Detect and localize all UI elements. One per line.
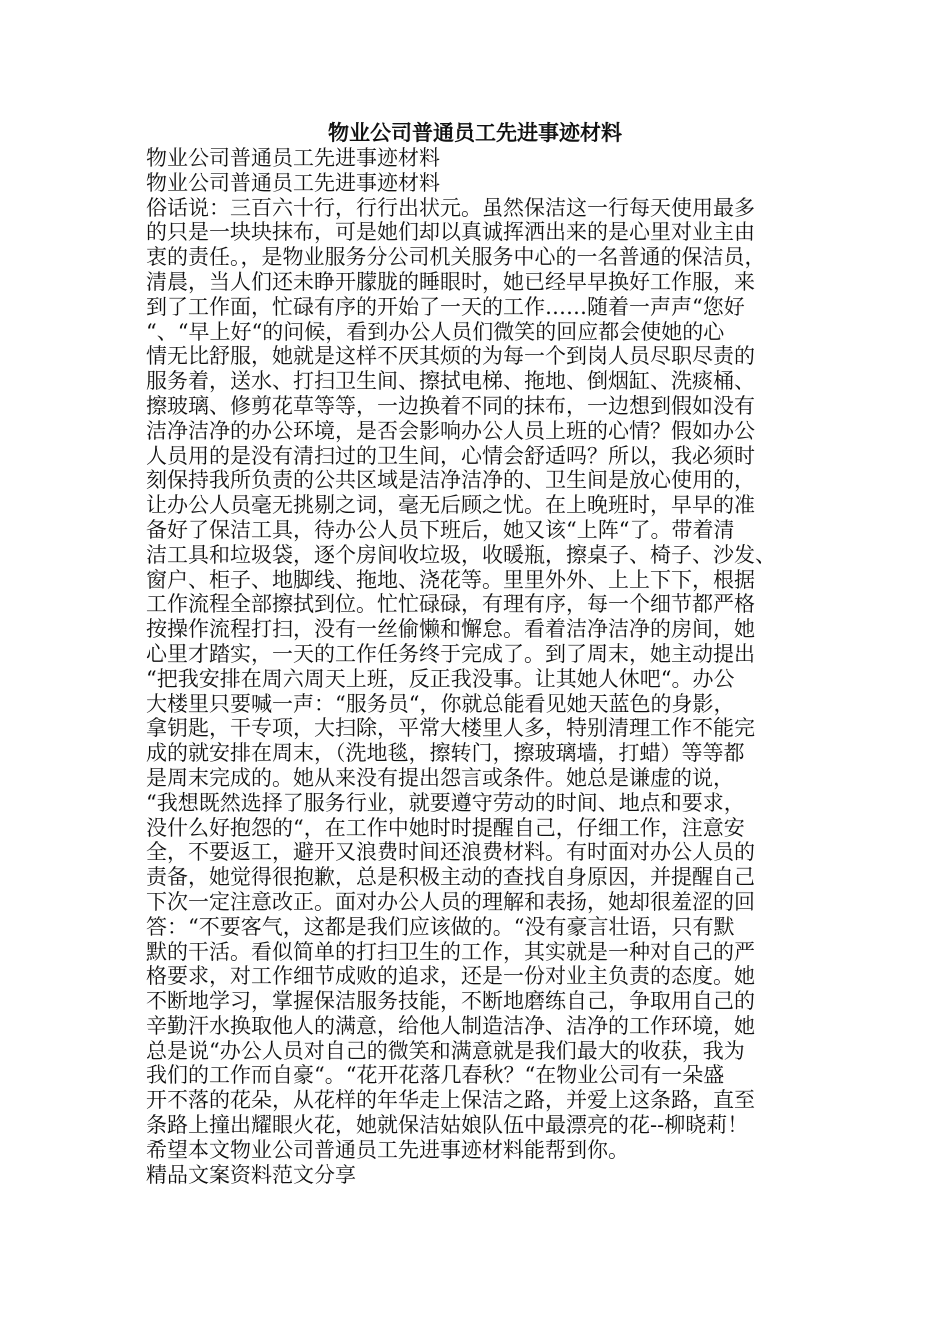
text-line: “、“早上好“的问候，看到办公人员们微笑的回应都会使她的心 [146, 319, 725, 344]
text-line: 按操作流程打扫，没有一丝偷懒和懈怠。看着洁净洁净的房间，她 [146, 617, 755, 642]
text-line: 俗话说：三百六十行，行行出状元。虽然保洁这一行每天使用最多 [146, 195, 755, 220]
document-body [146, 146, 806, 1187]
text-line: 到了工作面，忙碌有序的开始了一天的工作……随着一声声“您好 [146, 294, 745, 319]
text-line: 全，不要返工，避开又浪费时间还浪费材料。有时面对办公人员的 [146, 840, 755, 865]
text-line: 格要求，对工作细节成败的追求，还是一份对业主负责的态度。她 [146, 964, 755, 989]
text-line: 物业公司普通员工先进事迹材料 [146, 170, 440, 195]
text-line: 开不落的花朵，从花样的年华走上保洁之路，并爱上这条路，直至 [146, 1088, 755, 1113]
text-line: 情无比舒服，她就是这样不厌其烦的为每一个到岗人员尽职尽责的 [146, 344, 755, 369]
text-line: 拿钥匙，干专项，大扫除，平常大楼里人多，特别清理工作不能完 [146, 716, 755, 741]
text-line: 默的干活。看似简单的打扫卫生的工作，其实就是一种对自己的严 [146, 939, 755, 964]
text-line: 总是说“办公人员对自己的微笑和满意就是我们最大的收获，我为 [146, 1038, 745, 1063]
text-line: 下次一定注意改正。面对办公人员的理解和表扬，她却很羞涩的回 [146, 889, 755, 914]
text-line: 心里才踏实，一天的工作任务终于完成了。到了周末，她主动提出 [146, 641, 755, 666]
text-line: 没什么好抱怨的“，在工作中她时时提醒自己，仔细工作，注意安 [146, 815, 745, 840]
text-line: 人员用的是没有清扫过的卫生间，心情会舒适吗？所以，我必须时 [146, 443, 755, 468]
text-line: 衷的责任。，是物业服务分公司机关服务中心的一名普通的保洁员， [146, 245, 766, 270]
text-line: 擦玻璃、修剪花草等等，一边换着不同的抹布，一边想到假如没有 [146, 393, 755, 418]
text-line: 不断地学习，掌握保洁服务技能，不断地磨练自己，争取用自己的 [146, 989, 755, 1014]
text-line: 成的就安排在周末，（洗地毯，擦转门，擦玻璃墙，打蜡）等等都 [146, 741, 745, 766]
text-line: 条路上撞出耀眼火花，她就保洁姑娘队伍中最漂亮的花--柳晓莉！ [146, 1113, 749, 1138]
document-title: 物业公司普通员工先进事迹材料 [328, 120, 622, 145]
text-line: 刻保持我所负责的公共区域是洁净洁净的、卫生间是放心使用的， [146, 468, 755, 493]
text-line: 是周末完成的。她从来没有提出怨言或条件。她总是谦虚的说， [146, 765, 734, 790]
text-line: “把我安排在周六周天上班，反正我没事。让其她人休吧“。办公 [146, 666, 735, 691]
text-line: 我们的工作而自豪“。“花开花落几春秋？“在物业公司有一朵盛 [146, 1063, 725, 1088]
text-line: 洁净洁净的办公环境，是否会影响办公人员上班的心情？假如办公 [146, 418, 755, 443]
text-line: 清晨，当人们还未睁开朦胧的睡眼时，她已经早早换好工作服，来 [146, 269, 755, 294]
text-line: 服务着，送水、打扫卫生间、擦拭电梯、拖地、倒烟缸、洗痰桶、 [146, 369, 755, 394]
text-line: 精品文案资料范文分享 [146, 1162, 356, 1187]
text-line: 责备，她觉得很抱歉，总是积极主动的查找自身原因，并提醒自己 [146, 865, 755, 890]
text-line: 让办公人员毫无挑剔之词，毫无后顾之忧。在上晚班时，早早的准 [146, 493, 755, 518]
text-line: 备好了保洁工具，待办公人员下班后，她又该“上阵“了。带着清 [146, 517, 735, 542]
text-line: 窗户、柜子、地脚线、拖地、浇花等。里里外外、上上下下，根据 [146, 567, 755, 592]
text-line: 的只是一块块抹布，可是她们却以真诚挥洒出来的是心里对业主由 [146, 220, 755, 245]
text-line: “我想既然选择了服务行业，就要遵守劳动的时间、地点和要求， [146, 790, 745, 815]
text-line: 答：“不要客气，这都是我们应该做的。“没有豪言壮语，只有默 [146, 914, 735, 939]
text-line: 希望本文物业公司普通员工先进事迹材料能帮到你。 [146, 1137, 629, 1162]
text-line: 辛勤汗水换取他人的满意，给他人制造洁净、洁净的工作环境，她 [146, 1013, 755, 1038]
text-line: 工作流程全部擦拭到位。忙忙碌碌，有理有序，每一个细节都严格 [146, 592, 755, 617]
text-line: 洁工具和垃圾袋，逐个房间收垃圾，收暖瓶，擦桌子、椅子、沙发、 [146, 542, 776, 567]
text-line: 大楼里只要喊一声：“服务员“，你就总能看见她天蓝色的身影， [146, 691, 735, 716]
text-line: 物业公司普通员工先进事迹材料 [146, 146, 440, 170]
